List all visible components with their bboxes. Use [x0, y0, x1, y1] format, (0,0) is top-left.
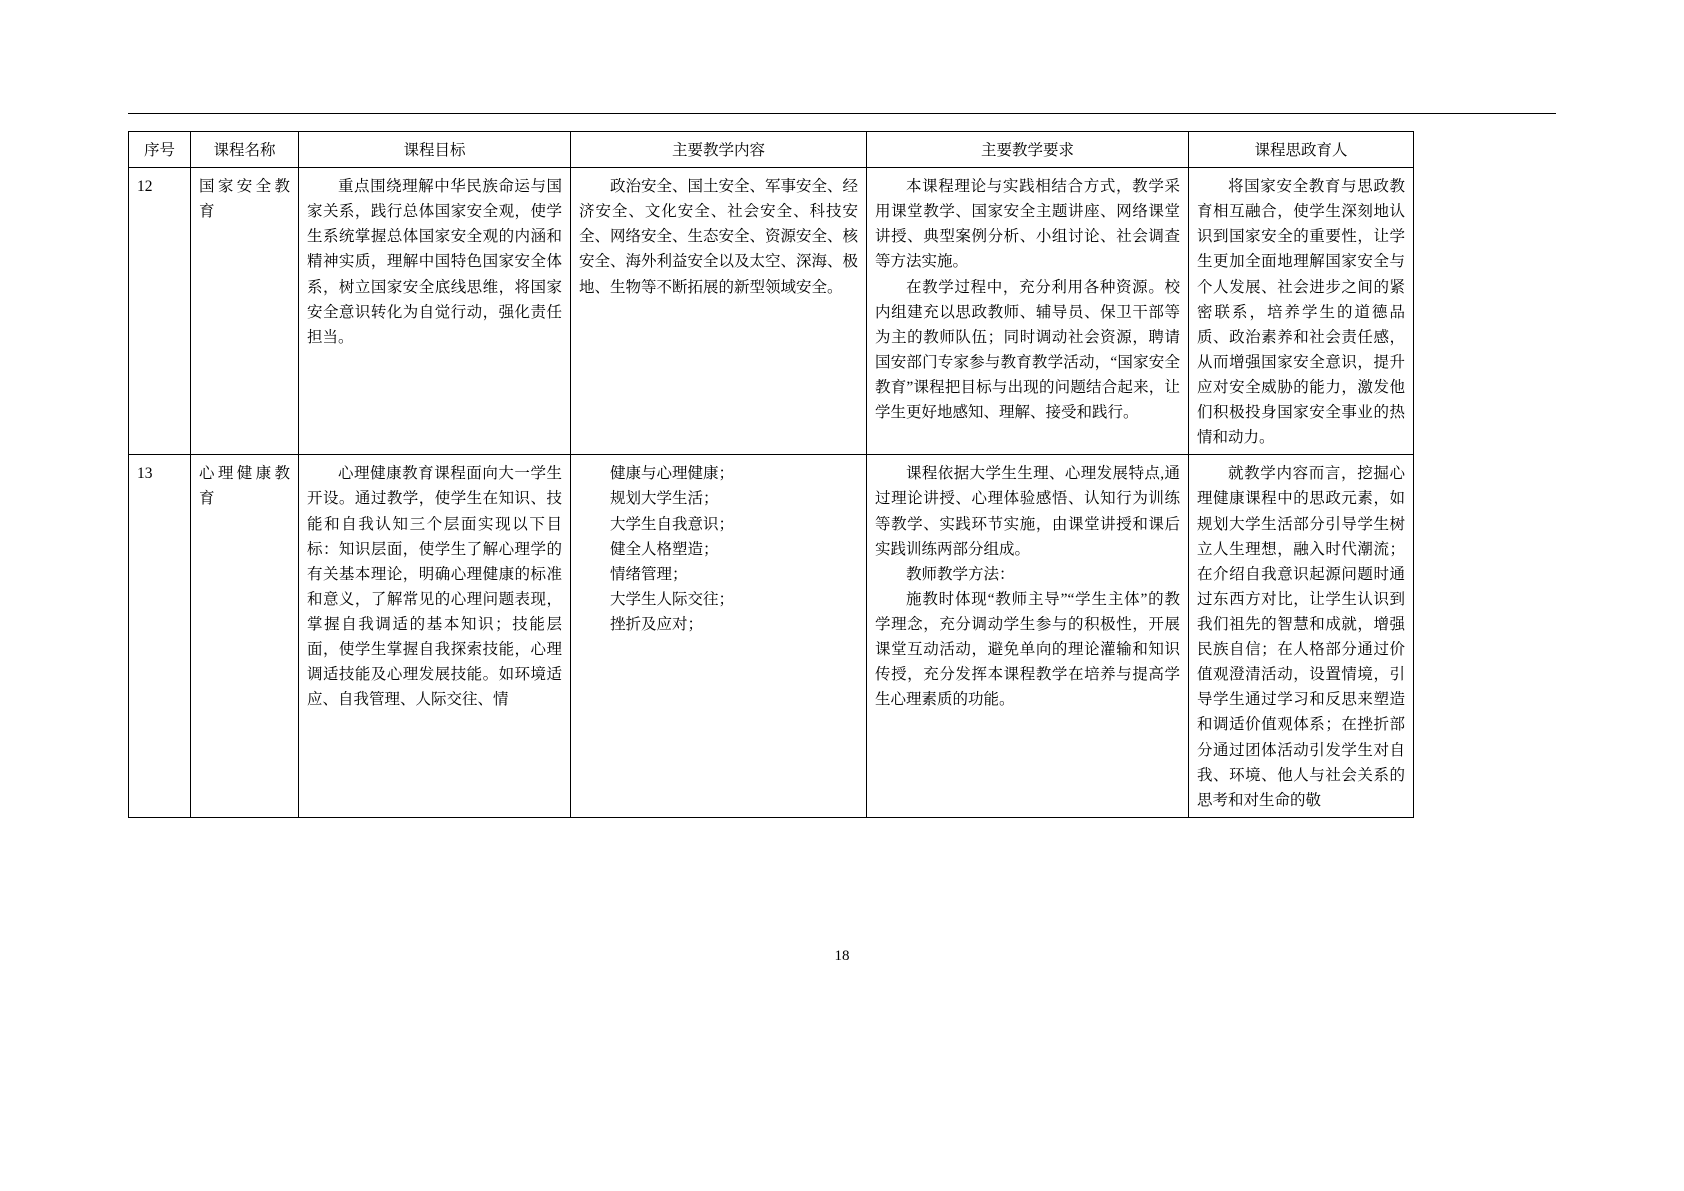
row-course-name: 心理健康教育: [191, 455, 299, 818]
content-item: 健康与心理健康；: [610, 465, 735, 483]
row-course-goal: [299, 455, 571, 818]
row-teaching-requirement: [867, 168, 1189, 455]
content-item: 情绪管理；: [610, 565, 688, 583]
header-rule: [128, 113, 1556, 114]
row-course-name: 国家安全教育: [191, 168, 299, 455]
row-teaching-requirement: [867, 455, 1189, 818]
table-body: [129, 168, 1414, 818]
header-cell-no: 序号: [129, 132, 191, 168]
course-table: [128, 131, 1414, 818]
goal-paragraph: 心理健康教育课程面向大一学生开设。通过教学，使学生在知识、技能和自我认知三个层面实现以下目标：知识层面，使学生了解心理学的有关基本理论，明确心理健康的标准和意义，了解常见的心理问题表现，掌握自我调适的基本知识；技能层面，使学生掌握自我探索技能，心理调适技能及心理发展技能。如环境适应、自我管理、人际交往、情: [307, 465, 562, 709]
table-header: [129, 132, 1414, 168]
table-header-row: [129, 132, 1414, 168]
row-teaching-content: [571, 455, 867, 818]
content-paragraph: 政治安全、国土安全、军事安全、经济安全、文化安全、社会安全、科技安全、网络安全、生态安全、资源安全、核安全、海外利益安全以及太空、深海、极地、生物等不断拓展的新型领域安全。: [579, 178, 859, 296]
row-number: 13: [129, 455, 191, 818]
header-cell-course-goal: 课程目标: [299, 132, 571, 168]
header-cell-teaching-content: 主要教学内容: [571, 132, 867, 168]
requirement-paragraph-2: 在教学过程中，充分利用各种资源。校内组建充以思政教师、辅导员、保卫干部等为主的教师队伍；同时调动社会资源，聘请国安部门专家参与教育教学活动，“国家安全教育”课程把目标与出现的问题结合起来，让学生更好地感知、理解、接受和践行。: [875, 278, 1180, 422]
requirement-paragraph-3: 施教时体现“教师主导”“学生主体”的教学理念，充分调动学生参与的积极性，开展课堂互动活动，避免单向的理论灌输和知识传授，充分发挥本课程教学在培养与提高学生心理素质的功能。: [875, 590, 1180, 709]
table-row: [129, 455, 1414, 818]
goal-paragraph: 重点围绕理解中华民族命运与国家关系，践行总体国家安全观，使学生系统掌握总体国家安全观的内涵和精神实质，理解中国特色国家安全体系，树立国家安全底线思维，将国家安全意识转化为自觉行动，强化责任担当。: [307, 178, 562, 346]
ideology-paragraph: 将国家安全教育与思政教育相互融合，使学生深刻地认识到国家安全的重要性，让学生更加全面地理解国家安全与个人发展、社会进步之间的紧密联系，培养学生的道德品质、政治素养和社会责任感，从而增强国家安全意识，提升应对安全威胁的能力，激发他们积极投身国家安全事业的热情和动力。: [1197, 178, 1405, 447]
row-ideology: [1189, 168, 1414, 455]
requirement-paragraph-1: 课程依据大学生生理、心理发展特点,通过理论讲授、心理体验感悟、认知行为训练等教学、实践环节实施，由课堂讲授和课后实践训练两部分组成。: [875, 465, 1180, 558]
header-cell-course-name: 课程名称: [191, 132, 299, 168]
row-course-goal: [299, 168, 571, 455]
page-number: 18: [834, 948, 850, 964]
content-item: 大学生自我意识；: [610, 515, 735, 533]
content-item: 健全人格塑造；: [610, 540, 719, 558]
requirement-paragraph-2: 教师教学方法：: [906, 565, 1015, 583]
table-row: [129, 168, 1414, 455]
ideology-paragraph: 就教学内容而言，挖掘心理健康课程中的思政元素，如规划大学生活部分引导学生树立人生理想，融入时代潮流；在介绍自我意识起源问题时通过东西方对比，让学生认识到我们祖先的智慧和成就，增强民族自信；在人格部分通过价值观澄清活动，设置情境，引导学生通过学习和反思来塑造和调适价值观体系；在挫折部分通过团体活动引发学生对自我、环境、他人与社会关系的思考和对生命的敬: [1197, 465, 1405, 809]
row-teaching-content: [571, 168, 867, 455]
requirement-paragraph-1: 本课程理论与实践相结合方式，教学采用课堂教学、国家安全主题讲座、网络课堂讲授、典型案例分析、小组讨论、社会调查等方法实施。: [875, 178, 1180, 271]
row-ideology: [1189, 455, 1414, 818]
header-cell-ideology: 课程思政育人: [1189, 132, 1414, 168]
content-item: 规划大学生活；: [610, 490, 719, 508]
content-item: 挫折及应对；: [610, 615, 704, 633]
row-number: 12: [129, 168, 191, 455]
header-cell-teaching-requirement: 主要教学要求: [867, 132, 1189, 168]
content-item: 大学生人际交往；: [610, 590, 735, 608]
